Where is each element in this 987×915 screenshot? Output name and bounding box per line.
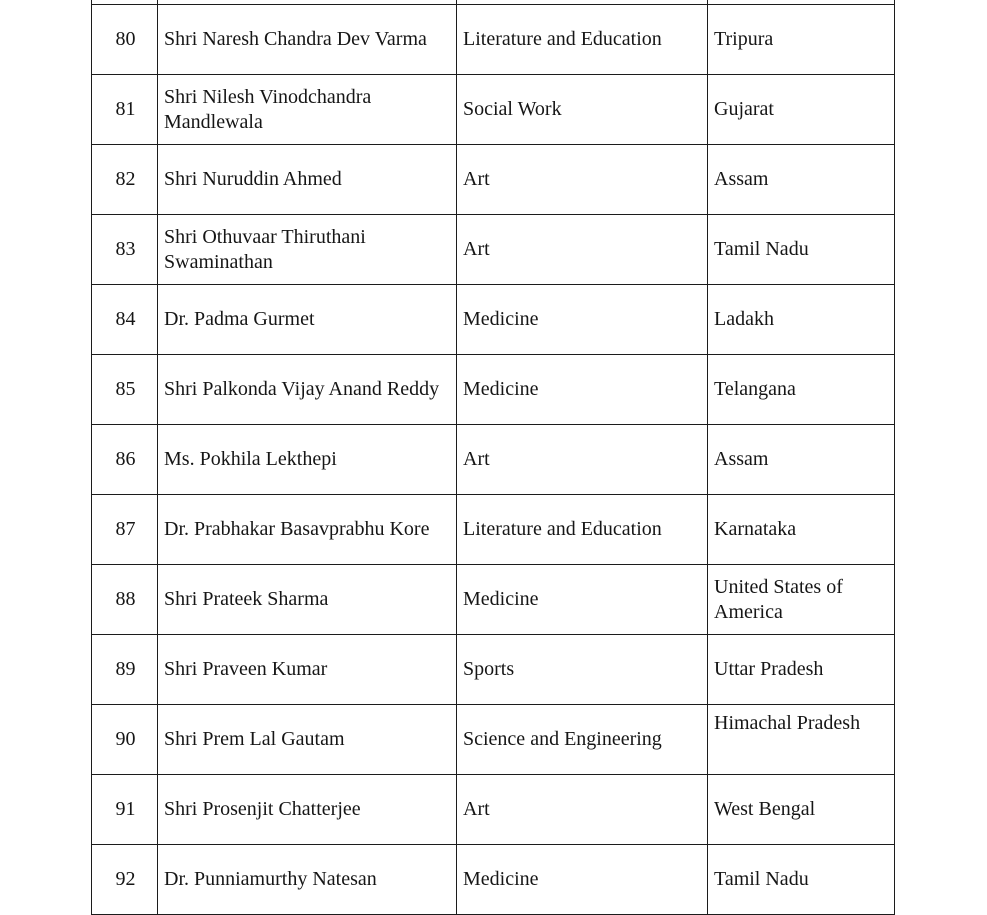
cell-field: Art bbox=[457, 775, 708, 845]
cell-state: Himachal Pradesh bbox=[708, 705, 895, 775]
cell-recipient-name: Shri Nuruddin Ahmed bbox=[158, 145, 457, 215]
cell-state: Tripura bbox=[708, 5, 895, 75]
table-row bbox=[92, 845, 895, 915]
cell-serial-number: 80 bbox=[92, 5, 158, 75]
cell-recipient-name: Shri Prateek Sharma bbox=[158, 565, 457, 635]
cell-state: Uttar Pradesh bbox=[708, 635, 895, 705]
cell-field: Literature and Education bbox=[457, 5, 708, 75]
cell-serial-number: 83 bbox=[92, 215, 158, 285]
awards-table-body bbox=[92, 0, 895, 915]
cell-field: Social Work bbox=[457, 75, 708, 145]
cell-recipient-name: Shri Othuvaar Thiruthani Swaminathan bbox=[158, 215, 457, 285]
cell-state: Ladakh bbox=[708, 285, 895, 355]
cell-serial-number: 81 bbox=[92, 75, 158, 145]
cell-field: Art bbox=[457, 145, 708, 215]
cell-recipient-name: Shri Nilesh Vinodchandra Mandlewala bbox=[158, 75, 457, 145]
cell-serial-number: 90 bbox=[92, 705, 158, 775]
cell-serial-number: 89 bbox=[92, 635, 158, 705]
cell-field: Medicine bbox=[457, 285, 708, 355]
cell-serial-number: 85 bbox=[92, 355, 158, 425]
cell-recipient-name: Dr. Punniamurthy Natesan bbox=[158, 845, 457, 915]
cell-state: Karnataka bbox=[708, 495, 895, 565]
cell-serial-number: 86 bbox=[92, 425, 158, 495]
table-row bbox=[92, 775, 895, 845]
cell-state: Assam bbox=[708, 425, 895, 495]
cell-field: Medicine bbox=[457, 845, 708, 915]
cell-state: Telangana bbox=[708, 355, 895, 425]
table-row bbox=[92, 425, 895, 495]
cell-serial-number: 84 bbox=[92, 285, 158, 355]
cell-serial-number: 92 bbox=[92, 845, 158, 915]
cell-recipient-name: Shri Praveen Kumar bbox=[158, 635, 457, 705]
cell-recipient-name: Shri Naresh Chandra Dev Varma bbox=[158, 5, 457, 75]
cell-recipient-name: Ms. Pokhila Lekthepi bbox=[158, 425, 457, 495]
cell-field: Art bbox=[457, 425, 708, 495]
cell-state: Gujarat bbox=[708, 75, 895, 145]
table-row bbox=[92, 5, 895, 75]
table-row bbox=[92, 145, 895, 215]
cell-field: Art bbox=[457, 215, 708, 285]
cell-field: Science and Engineering bbox=[457, 705, 708, 775]
cell-recipient-name: Dr. Padma Gurmet bbox=[158, 285, 457, 355]
table-row bbox=[92, 355, 895, 425]
cell-recipient-name: Shri Prem Lal Gautam bbox=[158, 705, 457, 775]
cell-recipient-name: Shri Prosenjit Chatterjee bbox=[158, 775, 457, 845]
cell-state: Tamil Nadu bbox=[708, 845, 895, 915]
cell-field: Sports bbox=[457, 635, 708, 705]
table-row bbox=[92, 215, 895, 285]
cell-state: West Bengal bbox=[708, 775, 895, 845]
table-row bbox=[92, 565, 895, 635]
cell-serial-number: 88 bbox=[92, 565, 158, 635]
cell-field: Literature and Education bbox=[457, 495, 708, 565]
table-row bbox=[92, 285, 895, 355]
cell-state: United States of America bbox=[708, 565, 895, 635]
cell-recipient-name: Dr. Prabhakar Basavprabhu Kore bbox=[158, 495, 457, 565]
awards-table bbox=[91, 0, 895, 915]
table-row bbox=[92, 705, 895, 775]
table-row bbox=[92, 495, 895, 565]
cell-field: Medicine bbox=[457, 355, 708, 425]
cell-field: Medicine bbox=[457, 565, 708, 635]
cell-state: Tamil Nadu bbox=[708, 215, 895, 285]
cell-serial-number: 91 bbox=[92, 775, 158, 845]
cell-recipient-name: Shri Palkonda Vijay Anand Reddy bbox=[158, 355, 457, 425]
cell-state: Assam bbox=[708, 145, 895, 215]
table-row bbox=[92, 75, 895, 145]
table-row bbox=[92, 635, 895, 705]
cell-serial-number: 82 bbox=[92, 145, 158, 215]
cell-serial-number: 87 bbox=[92, 495, 158, 565]
